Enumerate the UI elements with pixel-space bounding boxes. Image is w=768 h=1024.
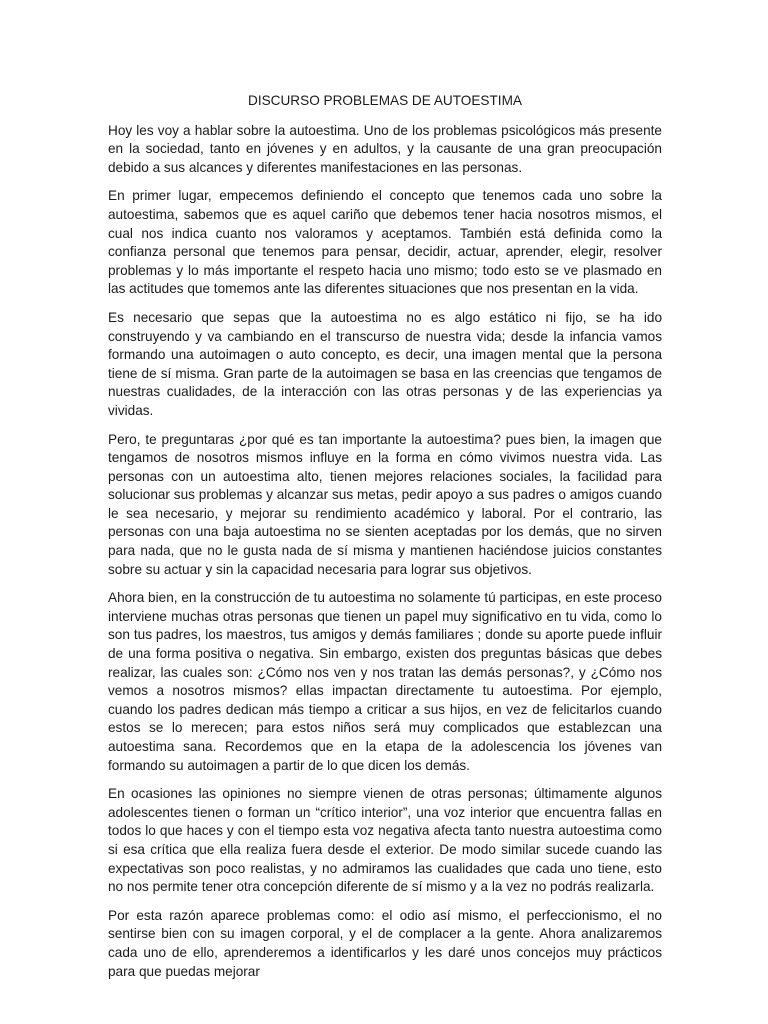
paragraph-problems: Por esta razón aparece problemas como: el odio así mismo, el perfeccionismo, el no sentirse bien con su imagen corporal, y el de complacer a la gente. Ahora analizaremos cada uno de ello, aprenderemos a identificarlos y les daré unos concejos muy prácticos para que puedas mejorar bbox=[108, 907, 662, 979]
paragraph-influences: Ahora bien, en la construcción de tu autoestima no solamente tú participas, en este proceso interviene muchas otras personas que tienen un papel muy significativo en tu vida, como lo son tus padres, los maestros, tus amigos y demás familiares ; donde su aporte puede influir de una forma positiva o negativa. Sin embargo, existen dos preguntas básicas que debes realizar, las cuales son: ¿Cómo nos ven y nos tratan las demás personas?, y ¿Cómo nos vemos a nosotros mismos? ellas impactan directamente tu autoestima. Por ejemplo, cuando los padres dedican más tiempo a criticar a sus hijos, en vez de felicitarlos cuando estos se lo merecen; para estos niños será muy complicados que establezcan una autoestima sana. Recordemos que en la etapa de la adolescencia los jóvenes van formando su autoimagen a partir de lo que dicen los demás. bbox=[108, 590, 662, 773]
paragraph-intro: Hoy les voy a hablar sobre la autoestima. Uno de los problemas psicológicos más presente en la sociedad, tanto en jóvenes y en adultos, y la causante de una gran preocupación debido a sus alcances y diferentes manifestaciones en las personas. bbox=[108, 122, 662, 175]
paragraph-definition: En primer lugar, empecemos definiendo el concepto que tenemos cada uno sobre la autoestima, sabemos que es aquel cariño que debemos tener hacia nosotros mismos, el cual nos indica cuanto nos valoramos y aceptamos. También está definida como la confianza personal que tenemos para pensar, decidir, actuar, aprender, elegir, resolver problemas y lo más importante el respeto hacia uno mismo; todo esto se ve plasmado en las actitudes que tomemos ante las diferentes situaciones que nos presentan en la vida. bbox=[108, 188, 662, 297]
paragraph-construction: Es necesario que sepas que la autoestima no es algo estático ni fijo, se ha ido construyendo y va cambiando en el transcurso de nuestra vida; desde la infancia vamos formando una autoimagen o auto concepto, es decir, una imagen mental que la persona tiene de sí misma. Gran parte de la autoimagen se basa en las creencias que tengamos de nuestras cualidades, de la interacción con las otras personas y de las experiencias ya vividas. bbox=[108, 309, 662, 418]
document-title: DISCURSO PROBLEMAS DE AUTOESTIMA bbox=[248, 93, 522, 108]
paragraph-importance: Pero, te preguntaras ¿por qué es tan importante la autoestima? pues bien, la imagen que tengamos de nosotros mismos influye en la forma en cómo vivimos nuestra vida. Las personas con un autoestima alto, tienen mejores relaciones sociales, la facilidad para solucionar sus problemas y alcanzar sus metas, pedir apoyo a sus padres o amigos cuando le sea necesario, y mejorar su rendimiento académico y laboral. Por el contrario, las personas con una baja autoestima no se sienten aceptadas por los demás, que no sirven para nada, que no le gusta nada de sí misma y mantienen haciéndose juicios constantes sobre su actuar y sin la capacidad necesaria para lograr sus objetivos. bbox=[108, 431, 662, 577]
paragraph-inner-critic: En ocasiones las opiniones no siempre vienen de otras personas; últimamente algunos adolescentes tienen o forman un “crítico interior”, una voz interior que encuentra fallas en todos lo que haces y con el tiempo esta voz negativa afecta tanto nuestra autoestima como si esa crítica que ella realiza fuera desde el exterior. De modo similar sucede cuando las expectativas son poco realistas, y no admiramos las cualidades que cada uno tiene, esto no nos permite tener otra concepción diferente de sí mismo y a la vez no podrás realizarla. bbox=[108, 786, 662, 895]
document-body bbox=[108, 92, 662, 991]
